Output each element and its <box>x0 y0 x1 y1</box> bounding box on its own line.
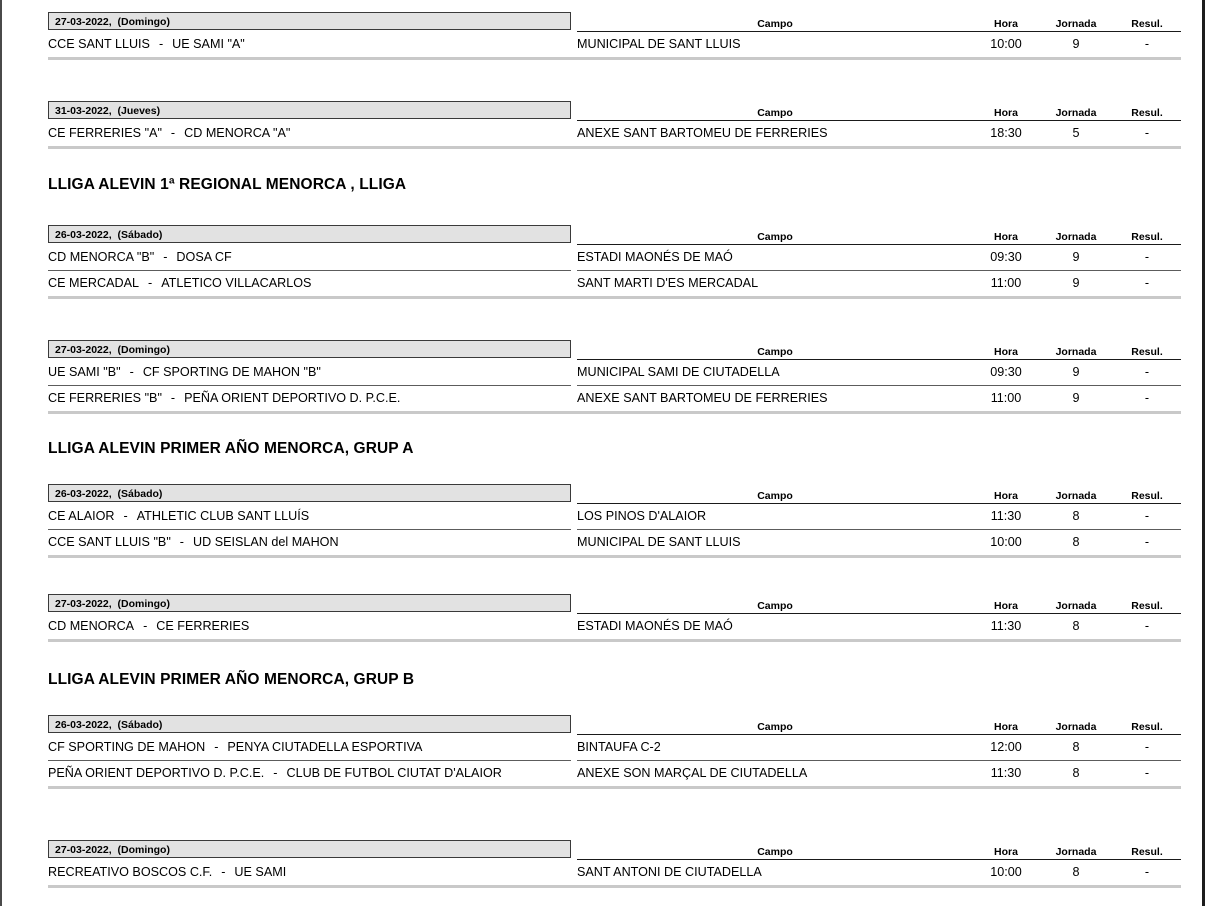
col-header-resul: Resul. <box>1131 721 1163 733</box>
col-header-resul: Resul. <box>1131 846 1163 858</box>
match-row <box>48 270 1181 297</box>
match-row <box>48 735 1181 761</box>
match-table-header <box>48 484 1181 502</box>
match-table <box>48 594 1181 642</box>
match-result: - <box>1113 360 1181 386</box>
col-header-campo: Campo <box>757 846 793 858</box>
match-row <box>48 504 1181 530</box>
col-header-hora: Hora <box>994 600 1018 612</box>
match-result: - <box>1113 504 1181 530</box>
match-field: ESTADI MAONÉS DE MAÓ <box>577 614 973 641</box>
away-team: UD SEISLAN del MAHON <box>193 534 339 549</box>
match-table-header <box>48 225 1181 243</box>
date-badge <box>48 840 571 858</box>
match-table-header <box>48 12 1181 30</box>
match-day-block <box>48 101 1181 149</box>
home-team: CE MERCADAL <box>48 275 139 290</box>
home-team: CF SPORTING DE MAHON <box>48 739 206 754</box>
match-teams-cell <box>48 360 571 386</box>
match-table <box>48 340 1181 414</box>
section-heading: LLIGA ALEVIN PRIMER AÑO MENORCA, GRUP A <box>48 440 414 457</box>
col-header-resul: Resul. <box>1131 107 1163 119</box>
col-header-campo: Campo <box>757 231 793 243</box>
date-text: 27-03-2022, <box>55 844 112 856</box>
weekday-text: (Sábado) <box>117 488 163 500</box>
col-header-hora: Hora <box>994 107 1018 119</box>
match-day-block <box>48 594 1181 642</box>
match-result: - <box>1113 245 1181 271</box>
home-team: CE FERRERIES "B" <box>48 390 162 405</box>
match-teams-cell <box>48 32 571 59</box>
date-header-cell <box>48 340 571 358</box>
date-badge <box>48 484 571 502</box>
match-row <box>48 529 1181 556</box>
weekday-text: (Sábado) <box>117 229 163 241</box>
col-header-jornada: Jornada <box>1055 18 1097 30</box>
home-team: CD MENORCA "B" <box>48 249 155 264</box>
match-field: ANEXE SANT BARTOMEU DE FERRERIES <box>577 385 973 412</box>
date-badge <box>48 225 571 243</box>
match-time: 11:30 <box>973 614 1039 641</box>
col-header-campo: Campo <box>757 18 793 30</box>
date-header-cell <box>48 101 571 119</box>
match-jornada: 9 <box>1039 32 1113 59</box>
versus-dash: - <box>170 390 176 405</box>
col-header-campo: Campo <box>757 107 793 119</box>
match-jornada: 9 <box>1039 270 1113 297</box>
col-header-jornada: Jornada <box>1055 600 1097 612</box>
col-header-jornada: Jornada <box>1055 231 1097 243</box>
match-day-block <box>48 340 1181 414</box>
col-header-jornada: Jornada <box>1055 107 1097 119</box>
away-team: DOSA CF <box>176 249 232 264</box>
home-team: RECREATIVO BOSCOS C.F. <box>48 864 213 879</box>
col-header-campo: Campo <box>757 346 793 358</box>
match-row <box>48 360 1181 386</box>
section-heading: LLIGA ALEVIN 1ª REGIONAL MENORCA , LLIGA <box>48 176 407 193</box>
match-field: ANEXE SON MARÇAL DE CIUTADELLA <box>577 760 973 787</box>
match-time: 18:30 <box>973 121 1039 148</box>
away-team: CE FERRERIES <box>156 618 250 633</box>
date-header-cell <box>48 715 571 733</box>
match-time: 10:00 <box>973 860 1039 887</box>
col-header-resul: Resul. <box>1131 490 1163 502</box>
match-teams-cell <box>48 760 571 787</box>
match-teams-cell <box>48 385 571 412</box>
match-result: - <box>1113 860 1181 887</box>
match-time: 11:00 <box>973 385 1039 412</box>
col-header-resul: Resul. <box>1131 600 1163 612</box>
date-header-cell <box>48 225 571 243</box>
versus-dash: - <box>163 249 168 264</box>
home-team: PEÑA ORIENT DEPORTIVO D. P.C.E. <box>48 765 265 780</box>
match-jornada: 9 <box>1039 360 1113 386</box>
match-result: - <box>1113 385 1181 412</box>
date-text: 27-03-2022, <box>55 598 112 610</box>
match-row <box>48 614 1181 641</box>
col-header-resul: Resul. <box>1131 346 1163 358</box>
col-header-hora: Hora <box>994 490 1018 502</box>
col-header-resul: Resul. <box>1131 231 1163 243</box>
match-row <box>48 121 1181 148</box>
col-header-jornada: Jornada <box>1055 490 1097 502</box>
match-teams-cell <box>48 504 571 530</box>
match-time: 09:30 <box>973 245 1039 271</box>
col-header-hora: Hora <box>994 18 1018 30</box>
match-time: 11:30 <box>973 504 1039 530</box>
match-teams-cell <box>48 121 571 148</box>
match-field: MUNICIPAL DE SANT LLUIS <box>577 529 973 556</box>
away-team: CD MENORCA "A" <box>184 125 291 140</box>
match-teams-cell <box>48 529 571 556</box>
match-field: LOS PINOS D'ALAIOR <box>577 504 973 530</box>
match-result: - <box>1113 32 1181 59</box>
weekday-text: (Jueves) <box>117 105 161 117</box>
date-badge <box>48 594 571 612</box>
away-team: ATLETICO VILLACARLOS <box>161 275 312 290</box>
match-jornada: 9 <box>1039 385 1113 412</box>
match-day-block <box>48 715 1181 789</box>
versus-dash: - <box>179 534 184 549</box>
match-result: - <box>1113 735 1181 761</box>
match-field: ANEXE SANT BARTOMEU DE FERRERIES <box>577 121 973 148</box>
match-teams-cell <box>48 860 571 887</box>
match-table <box>48 715 1181 789</box>
match-teams-cell <box>48 270 571 297</box>
match-table <box>48 840 1181 888</box>
away-team: ATHLETIC CLUB SANT LLUÍS <box>136 508 310 523</box>
match-jornada: 8 <box>1039 735 1113 761</box>
date-badge <box>48 715 571 733</box>
match-table-header <box>48 594 1181 612</box>
match-jornada: 8 <box>1039 860 1113 887</box>
match-table-header <box>48 840 1181 858</box>
match-result: - <box>1113 121 1181 148</box>
match-day-block <box>48 225 1181 299</box>
match-time: 09:30 <box>973 360 1039 386</box>
date-header-cell <box>48 594 571 612</box>
match-result: - <box>1113 760 1181 787</box>
match-day-block <box>48 840 1181 888</box>
home-team: CCE SANT LLUIS <box>48 36 150 51</box>
match-jornada: 5 <box>1039 121 1113 148</box>
col-header-jornada: Jornada <box>1055 846 1097 858</box>
away-team: CLUB DE FUTBOL CIUTAT D'ALAIOR <box>286 765 502 780</box>
date-text: 26-03-2022, <box>55 488 112 500</box>
match-table <box>48 484 1181 558</box>
match-time: 10:00 <box>973 32 1039 59</box>
match-jornada: 8 <box>1039 760 1113 787</box>
date-header-cell <box>48 840 571 858</box>
match-time: 12:00 <box>973 735 1039 761</box>
versus-dash: - <box>129 364 134 379</box>
col-header-jornada: Jornada <box>1055 721 1097 733</box>
match-jornada: 8 <box>1039 504 1113 530</box>
match-jornada: 9 <box>1039 245 1113 271</box>
match-jornada: 8 <box>1039 529 1113 556</box>
match-field: BINTAUFA C-2 <box>577 735 973 761</box>
match-jornada: 8 <box>1039 614 1113 641</box>
match-teams-cell <box>48 614 571 641</box>
match-field: SANT ANTONI DE CIUTADELLA <box>577 860 973 887</box>
weekday-text: (Sábado) <box>117 719 163 731</box>
match-field: ESTADI MAONÉS DE MAÓ <box>577 245 973 271</box>
col-header-campo: Campo <box>757 721 793 733</box>
match-row <box>48 760 1181 787</box>
date-header-cell <box>48 12 571 30</box>
weekday-text: (Domingo) <box>117 844 170 856</box>
match-result: - <box>1113 614 1181 641</box>
match-time: 11:30 <box>973 760 1039 787</box>
versus-dash: - <box>214 739 219 754</box>
versus-dash: - <box>158 36 164 51</box>
match-teams-cell <box>48 735 571 761</box>
match-row <box>48 32 1181 59</box>
date-text: 26-03-2022, <box>55 229 112 241</box>
match-table <box>48 225 1181 299</box>
match-table <box>48 12 1181 60</box>
date-text: 27-03-2022, <box>55 16 112 28</box>
date-badge <box>48 101 571 119</box>
match-table <box>48 101 1181 149</box>
home-team: UE SAMI "B" <box>48 364 121 379</box>
match-field: MUNICIPAL DE SANT LLUIS <box>577 32 973 59</box>
match-teams-cell <box>48 245 571 271</box>
match-table-header <box>48 101 1181 119</box>
date-text: 27-03-2022, <box>55 344 112 356</box>
col-header-jornada: Jornada <box>1055 346 1097 358</box>
match-day-block <box>48 484 1181 558</box>
match-row <box>48 860 1181 887</box>
match-time: 10:00 <box>973 529 1039 556</box>
match-day-block <box>48 12 1181 60</box>
col-header-campo: Campo <box>757 600 793 612</box>
weekday-text: (Domingo) <box>117 598 170 610</box>
home-team: CE ALAIOR <box>48 508 115 523</box>
match-field: MUNICIPAL SAMI DE CIUTADELLA <box>577 360 973 386</box>
match-row <box>48 245 1181 271</box>
match-row <box>48 385 1181 412</box>
col-header-hora: Hora <box>994 346 1018 358</box>
date-badge <box>48 340 571 358</box>
home-team: CE FERRERIES "A" <box>48 125 162 140</box>
col-header-resul: Resul. <box>1131 18 1163 30</box>
versus-dash: - <box>147 275 153 290</box>
match-table-header <box>48 340 1181 358</box>
versus-dash: - <box>143 618 148 633</box>
away-team: PENYA CIUTADELLA ESPORTIVA <box>227 739 423 754</box>
match-time: 11:00 <box>973 270 1039 297</box>
versus-dash: - <box>123 508 128 523</box>
date-header-cell <box>48 484 571 502</box>
away-team: UE SAMI "A" <box>172 36 245 51</box>
away-team: UE SAMI <box>234 864 287 879</box>
date-text: 31-03-2022, <box>55 105 112 117</box>
versus-dash: - <box>221 864 226 879</box>
match-table-header <box>48 715 1181 733</box>
date-badge <box>48 12 571 30</box>
versus-dash: - <box>170 125 176 140</box>
match-result: - <box>1113 529 1181 556</box>
away-team: CF SPORTING DE MAHON "B" <box>142 364 321 379</box>
home-team: CD MENORCA <box>48 618 135 633</box>
col-header-hora: Hora <box>994 721 1018 733</box>
col-header-campo: Campo <box>757 490 793 502</box>
home-team: CCE SANT LLUIS "B" <box>48 534 171 549</box>
match-result: - <box>1113 270 1181 297</box>
weekday-text: (Domingo) <box>117 16 170 28</box>
col-header-hora: Hora <box>994 846 1018 858</box>
col-header-hora: Hora <box>994 231 1018 243</box>
date-text: 26-03-2022, <box>55 719 112 731</box>
away-team: PEÑA ORIENT DEPORTIVO D. P.C.E. <box>184 390 401 405</box>
match-field: SANT MARTI D'ES MERCADAL <box>577 270 973 297</box>
section-heading: LLIGA ALEVIN PRIMER AÑO MENORCA, GRUP B <box>48 671 415 688</box>
weekday-text: (Domingo) <box>117 344 170 356</box>
versus-dash: - <box>273 765 278 780</box>
